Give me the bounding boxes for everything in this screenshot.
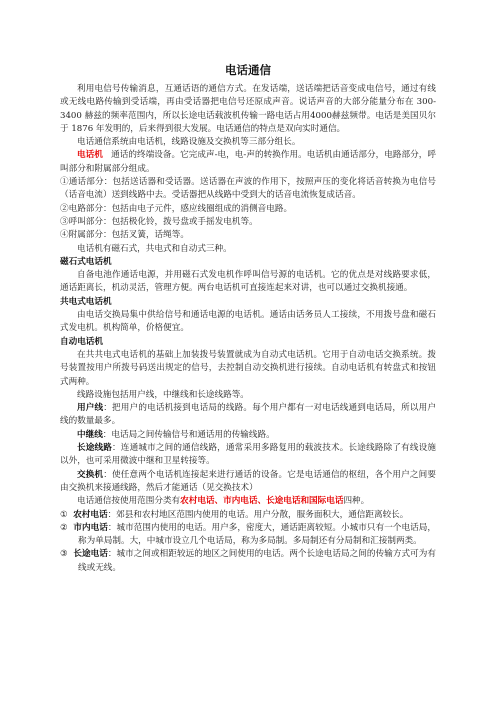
exchange-paragraph bbox=[60, 469, 436, 496]
rural-item bbox=[60, 509, 436, 522]
city-item bbox=[60, 522, 436, 549]
rural-term: 农村电话 bbox=[73, 509, 108, 520]
system-paragraph: 电话通信系统由电话机，线路设施及交换机等三部分组长。 bbox=[77, 137, 301, 148]
city-term: 市内电话 bbox=[73, 522, 108, 533]
trunk-definition: ：电话局之间传输信号和通话用的传输线路。 bbox=[102, 429, 275, 440]
magneto-heading: 磁石式电话机 bbox=[60, 256, 112, 267]
telephone-paragraph bbox=[60, 149, 436, 176]
user-line-term: 用户线 bbox=[77, 403, 104, 414]
part-circuit: ②电路部分：包括由电子元件，感应线圈组成的消侧音电路。 bbox=[60, 203, 293, 214]
document-body bbox=[60, 62, 436, 575]
common-battery-heading: 共电式电话机 bbox=[60, 296, 112, 307]
classification-tail: 四种。 bbox=[343, 496, 370, 507]
rural-definition: ：郊县和农村地区范围内使用的电话。用户分散，服务面积大，通信距离较长。 bbox=[107, 509, 409, 520]
magneto-paragraph: 自备电池作通话电源，并用磁石式发电机作呼叫信号源的电话机。它的优点是对线路要求低，通话距离长，机动灵活，管理方便。两台电话机可直接连起来对讲，也可以通过交换机接通。 bbox=[60, 270, 436, 294]
exchange-definition: ：使任意两个电话机连接起来进行通话的设备。它是电话通信的枢纽，各个用户之间要由交换机来接通线路，然后才能通话（见交换技术） bbox=[60, 469, 436, 493]
page-title: 电话通信 bbox=[225, 63, 271, 77]
part-calling: ③呼叫部分：包括极化铃，拨号盘或手摇发电机等。 bbox=[60, 216, 258, 227]
part-speech: ①通话部分：包括送话器和受话器。送话器在声波的作用下，按照声压的变化将话音转换为电信号（话音电流）送到线路中去。受话器把从线路中受到大的话音电流恢复成话音。 bbox=[60, 177, 436, 201]
city-definition: ：城市范围内使用的电话。用户多，密度大，通话距离较短。小城市只有一个电话局，称为单局制。大，中城市设立几个电话局，称为多局制。多局制还有分局制和汇接制两类。 bbox=[78, 522, 436, 547]
long-line-paragraph bbox=[60, 442, 436, 469]
automatic-paragraph: 在共共电式电话机的基础上加装拨号装置就成为自动式电话机。它用于自动电话交换系统。拨号装置按用户所拨号码送出规定的信号，去控制自动交换机进行接续。自动电话机有转盘式和按钮式两种。 bbox=[60, 349, 436, 387]
rural-number: ① bbox=[60, 509, 68, 520]
classification-paragraph bbox=[60, 495, 436, 508]
long-distance-term: 长途电话 bbox=[73, 549, 108, 560]
automatic-heading: 自动电话机 bbox=[60, 336, 103, 347]
common-battery-paragraph: 由电话交换局集中供给信号和通话电源的电话机。通话由话务员人工接续，不用拨号盘和磁石式发电机。机构简单，价格便宜。 bbox=[60, 310, 436, 334]
exchange-term: 交换机 bbox=[77, 469, 104, 480]
telephone-definition: 通话的终端设备。它完成声-电，电-声的转换作用。电话机由通话部分，电路部分，呼叫部分和附属部分组成。 bbox=[60, 150, 436, 174]
intro-paragraph: 利用电信号传输消息，互通话语的通信方式。在发话端，送话端把话音变成电信号，通过有线或无线电路传输到受话端，再由受话器把电信号还原成声音。说话声音的大部分能量分布在 300-3400 赫兹的频率范围内，所以长途电话载波机传输一路电话占用4000赫兹频带。电话是美国贝尔于 1876 年发明的，后来得到很大发展。电话通信的特点是双向实时通信。 bbox=[60, 84, 436, 134]
types-paragraph: 电话机有磁石式，共电式和自动式三种。 bbox=[77, 243, 232, 254]
user-line-paragraph bbox=[60, 402, 436, 429]
trunk-paragraph bbox=[60, 429, 436, 442]
trunk-term: 中继线 bbox=[77, 429, 103, 440]
telephone-term: 电话机 bbox=[77, 150, 103, 161]
user-line-definition: ：把用户的电话机接到电话局的线路。每个用户都有一对电话线通到电话局，所以用户线的数量最多。 bbox=[60, 403, 436, 427]
classification-highlight: 农村电话、市内电话、长途电话和国际电话 bbox=[180, 496, 344, 507]
city-number: ② bbox=[60, 522, 68, 533]
long-line-definition: ：连通城市之间的通信线路，通常采用多路复用的载波技术。长途线路除了有线设施以外，也可采用微波中继和卫星转接等。 bbox=[60, 443, 436, 467]
lines-paragraph: 线路设施包括用户线，中继线和长途线路等。 bbox=[77, 389, 249, 400]
long-distance-definition: ：城市之间或相距较远的地区之间使用的电话。两个长途电话局之间的传输方式可为有线或无线。 bbox=[78, 549, 436, 573]
part-accessory: ④附属部分：包括叉簧，话绳等。 bbox=[60, 230, 189, 241]
long-line-term: 长途线路 bbox=[77, 443, 113, 454]
long-distance-item bbox=[60, 548, 436, 575]
classification-lead: 电话通信按使用范围分类有 bbox=[77, 496, 181, 507]
long-distance-number: ③ bbox=[60, 549, 68, 560]
